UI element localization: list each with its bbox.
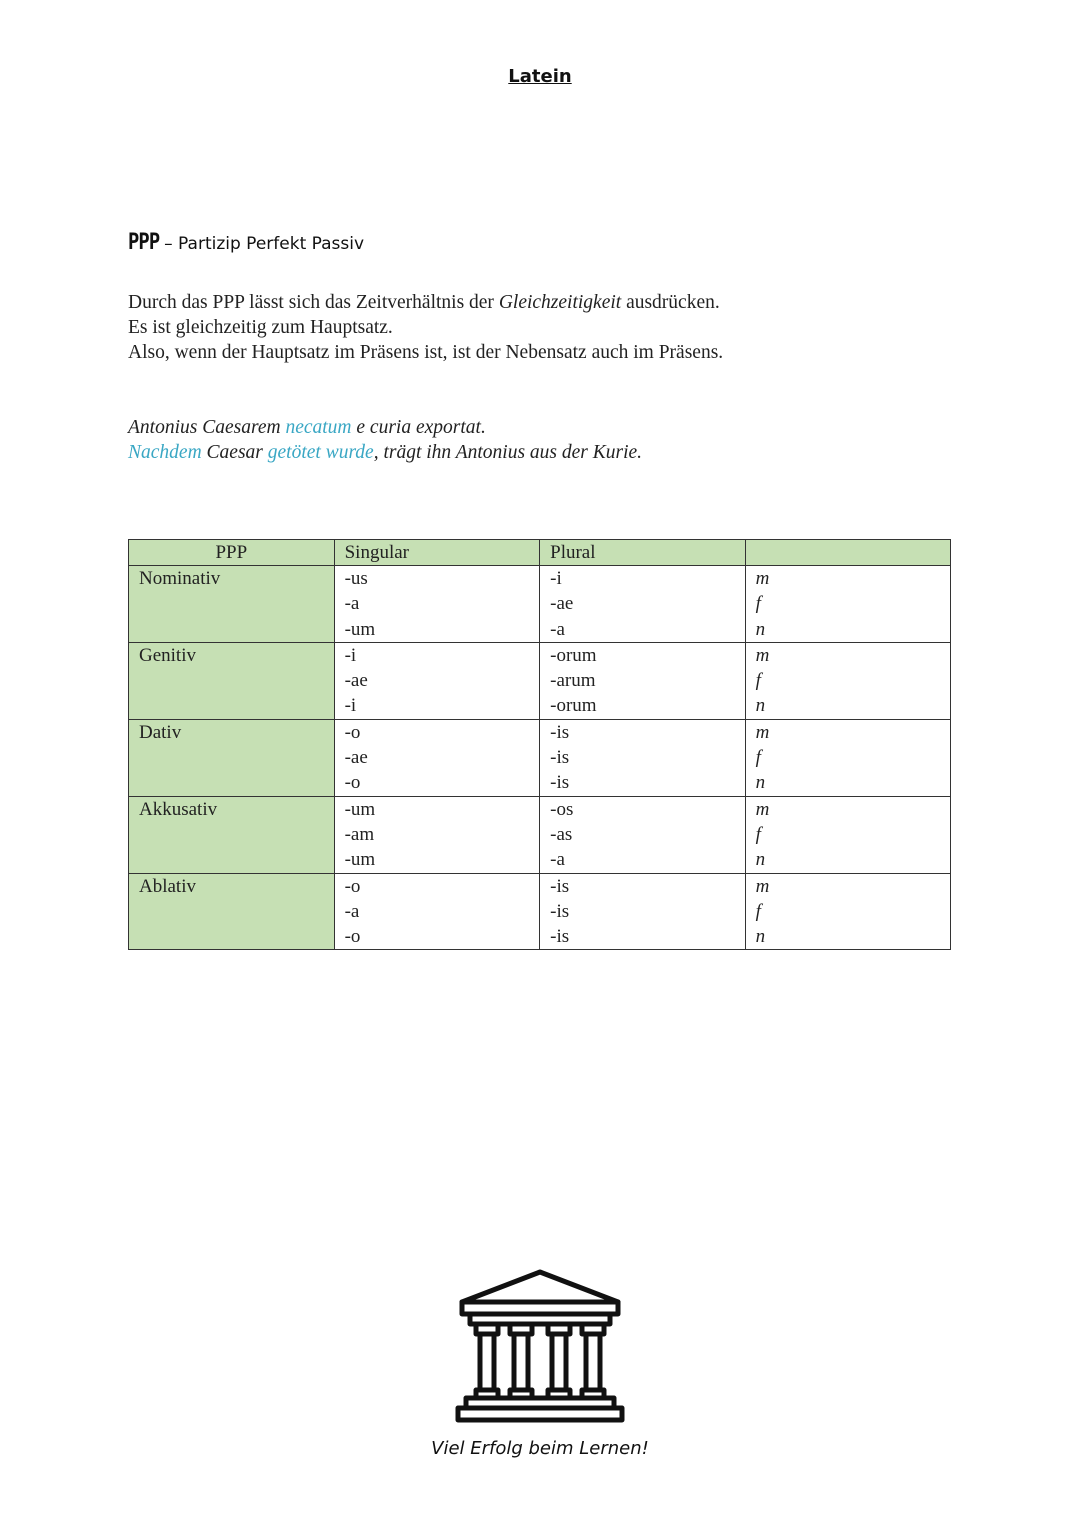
singular-ending: -o: [344, 875, 361, 897]
gender-ending: m: [755, 798, 770, 820]
plural-ending: -a: [550, 618, 565, 640]
singular-cell: [334, 642, 540, 719]
ppp-declension-table: [128, 539, 951, 950]
singular-ending: -ae: [344, 670, 368, 692]
gender-ending: m: [755, 568, 770, 589]
plural-cell: [540, 873, 745, 950]
singular-ending: -a: [344, 900, 360, 922]
singular-ending: -us: [344, 568, 368, 589]
intro-line-2: Es ist gleichzeitig zum Hauptsatz.: [128, 317, 393, 338]
gender-ending: m: [755, 644, 770, 666]
singular-ending: -am: [344, 823, 375, 845]
table-header-cell: [745, 540, 950, 566]
table-row: [129, 719, 951, 796]
gender-cell: [745, 719, 950, 796]
case-name-cell: Akkusativ: [129, 796, 335, 873]
table-header-row: [129, 540, 951, 566]
plural-cell: [540, 719, 745, 796]
gender-ending: f: [755, 747, 761, 769]
heading-abbr: PPP: [128, 230, 160, 255]
plural-ending: -orum: [550, 695, 597, 717]
gender-cell: [745, 642, 950, 719]
case-name-cell: Dativ: [129, 719, 335, 796]
gender-cell: [745, 796, 950, 873]
heading-text: – Partizip Perfekt Passiv: [158, 234, 365, 254]
table-row: [129, 873, 951, 950]
plural-ending: -is: [550, 875, 570, 897]
table-row: [129, 642, 951, 719]
gender-ending: n: [755, 772, 766, 794]
plural-cell: [540, 566, 745, 643]
table-header-cell: Plural: [540, 540, 745, 566]
singular-cell: [334, 873, 540, 950]
singular-cell: [334, 566, 540, 643]
example-latin: Antonius Caesarem necatum e curia exportat.: [128, 417, 486, 438]
gender-ending: n: [755, 618, 766, 640]
plural-ending: -os: [550, 798, 574, 820]
example-german: Nachdem Caesar getötet wurde, trägt ihn Antonius aus der Kurie.: [128, 442, 643, 463]
plural-ending: -is: [550, 747, 570, 769]
gender-ending: m: [755, 875, 770, 897]
case-name-cell: Ablativ: [129, 873, 335, 950]
plural-ending: -is: [550, 900, 570, 922]
gender-ending: n: [755, 849, 766, 871]
plural-ending: -is: [550, 721, 570, 743]
gender-ending: f: [755, 593, 761, 615]
footer-text: Viel Erfolg beim Lernen!: [431, 1438, 649, 1459]
gender-ending: f: [755, 900, 761, 922]
plural-ending: -i: [550, 568, 562, 589]
table-header-cell: PPP: [129, 540, 335, 566]
plural-cell: [540, 796, 745, 873]
gender-ending: m: [755, 721, 770, 743]
case-name-cell: Nominativ: [129, 566, 335, 643]
singular-cell: [334, 719, 540, 796]
intro-line-1: Durch das PPP lässt sich das Zeitverhältnis der Gleichzeitigkeit ausdrücken.: [128, 292, 720, 313]
plural-ending: -a: [550, 849, 565, 871]
plural-ending: -as: [550, 823, 573, 845]
intro-line-3: Also, wenn der Hauptsatz im Präsens ist, ist der Nebensatz auch im Präsens.: [128, 342, 724, 363]
singular-ending: -um: [344, 849, 376, 871]
section-heading: [128, 230, 364, 255]
gender-ending: f: [755, 823, 761, 845]
table-header-cell: Singular: [334, 540, 540, 566]
singular-ending: -ae: [344, 747, 368, 769]
temple-icon: [454, 1268, 626, 1426]
singular-cell: [334, 796, 540, 873]
plural-ending: -orum: [550, 644, 597, 666]
gender-cell: [745, 873, 950, 950]
singular-ending: -a: [344, 593, 360, 615]
plural-ending: -is: [550, 926, 570, 948]
example-sentences: [128, 415, 948, 465]
singular-ending: -i: [344, 695, 357, 717]
plural-ending: -is: [550, 772, 570, 794]
case-name-cell: Genitiv: [129, 642, 335, 719]
table-row: [129, 566, 951, 643]
gender-ending: n: [755, 695, 766, 717]
gender-ending: n: [755, 926, 766, 948]
singular-ending: -um: [344, 798, 376, 820]
plural-ending: -ae: [550, 593, 574, 615]
singular-ending: -o: [344, 926, 361, 948]
plural-cell: [540, 642, 745, 719]
page-title: Latein: [508, 66, 572, 87]
table-row: [129, 796, 951, 873]
singular-ending: -o: [344, 721, 361, 743]
gender-cell: [745, 566, 950, 643]
intro-paragraph: [128, 290, 948, 365]
singular-ending: -um: [344, 618, 376, 640]
gender-ending: f: [755, 670, 761, 692]
singular-ending: -i: [344, 644, 357, 666]
singular-ending: -o: [344, 772, 361, 794]
plural-ending: -arum: [550, 670, 596, 692]
